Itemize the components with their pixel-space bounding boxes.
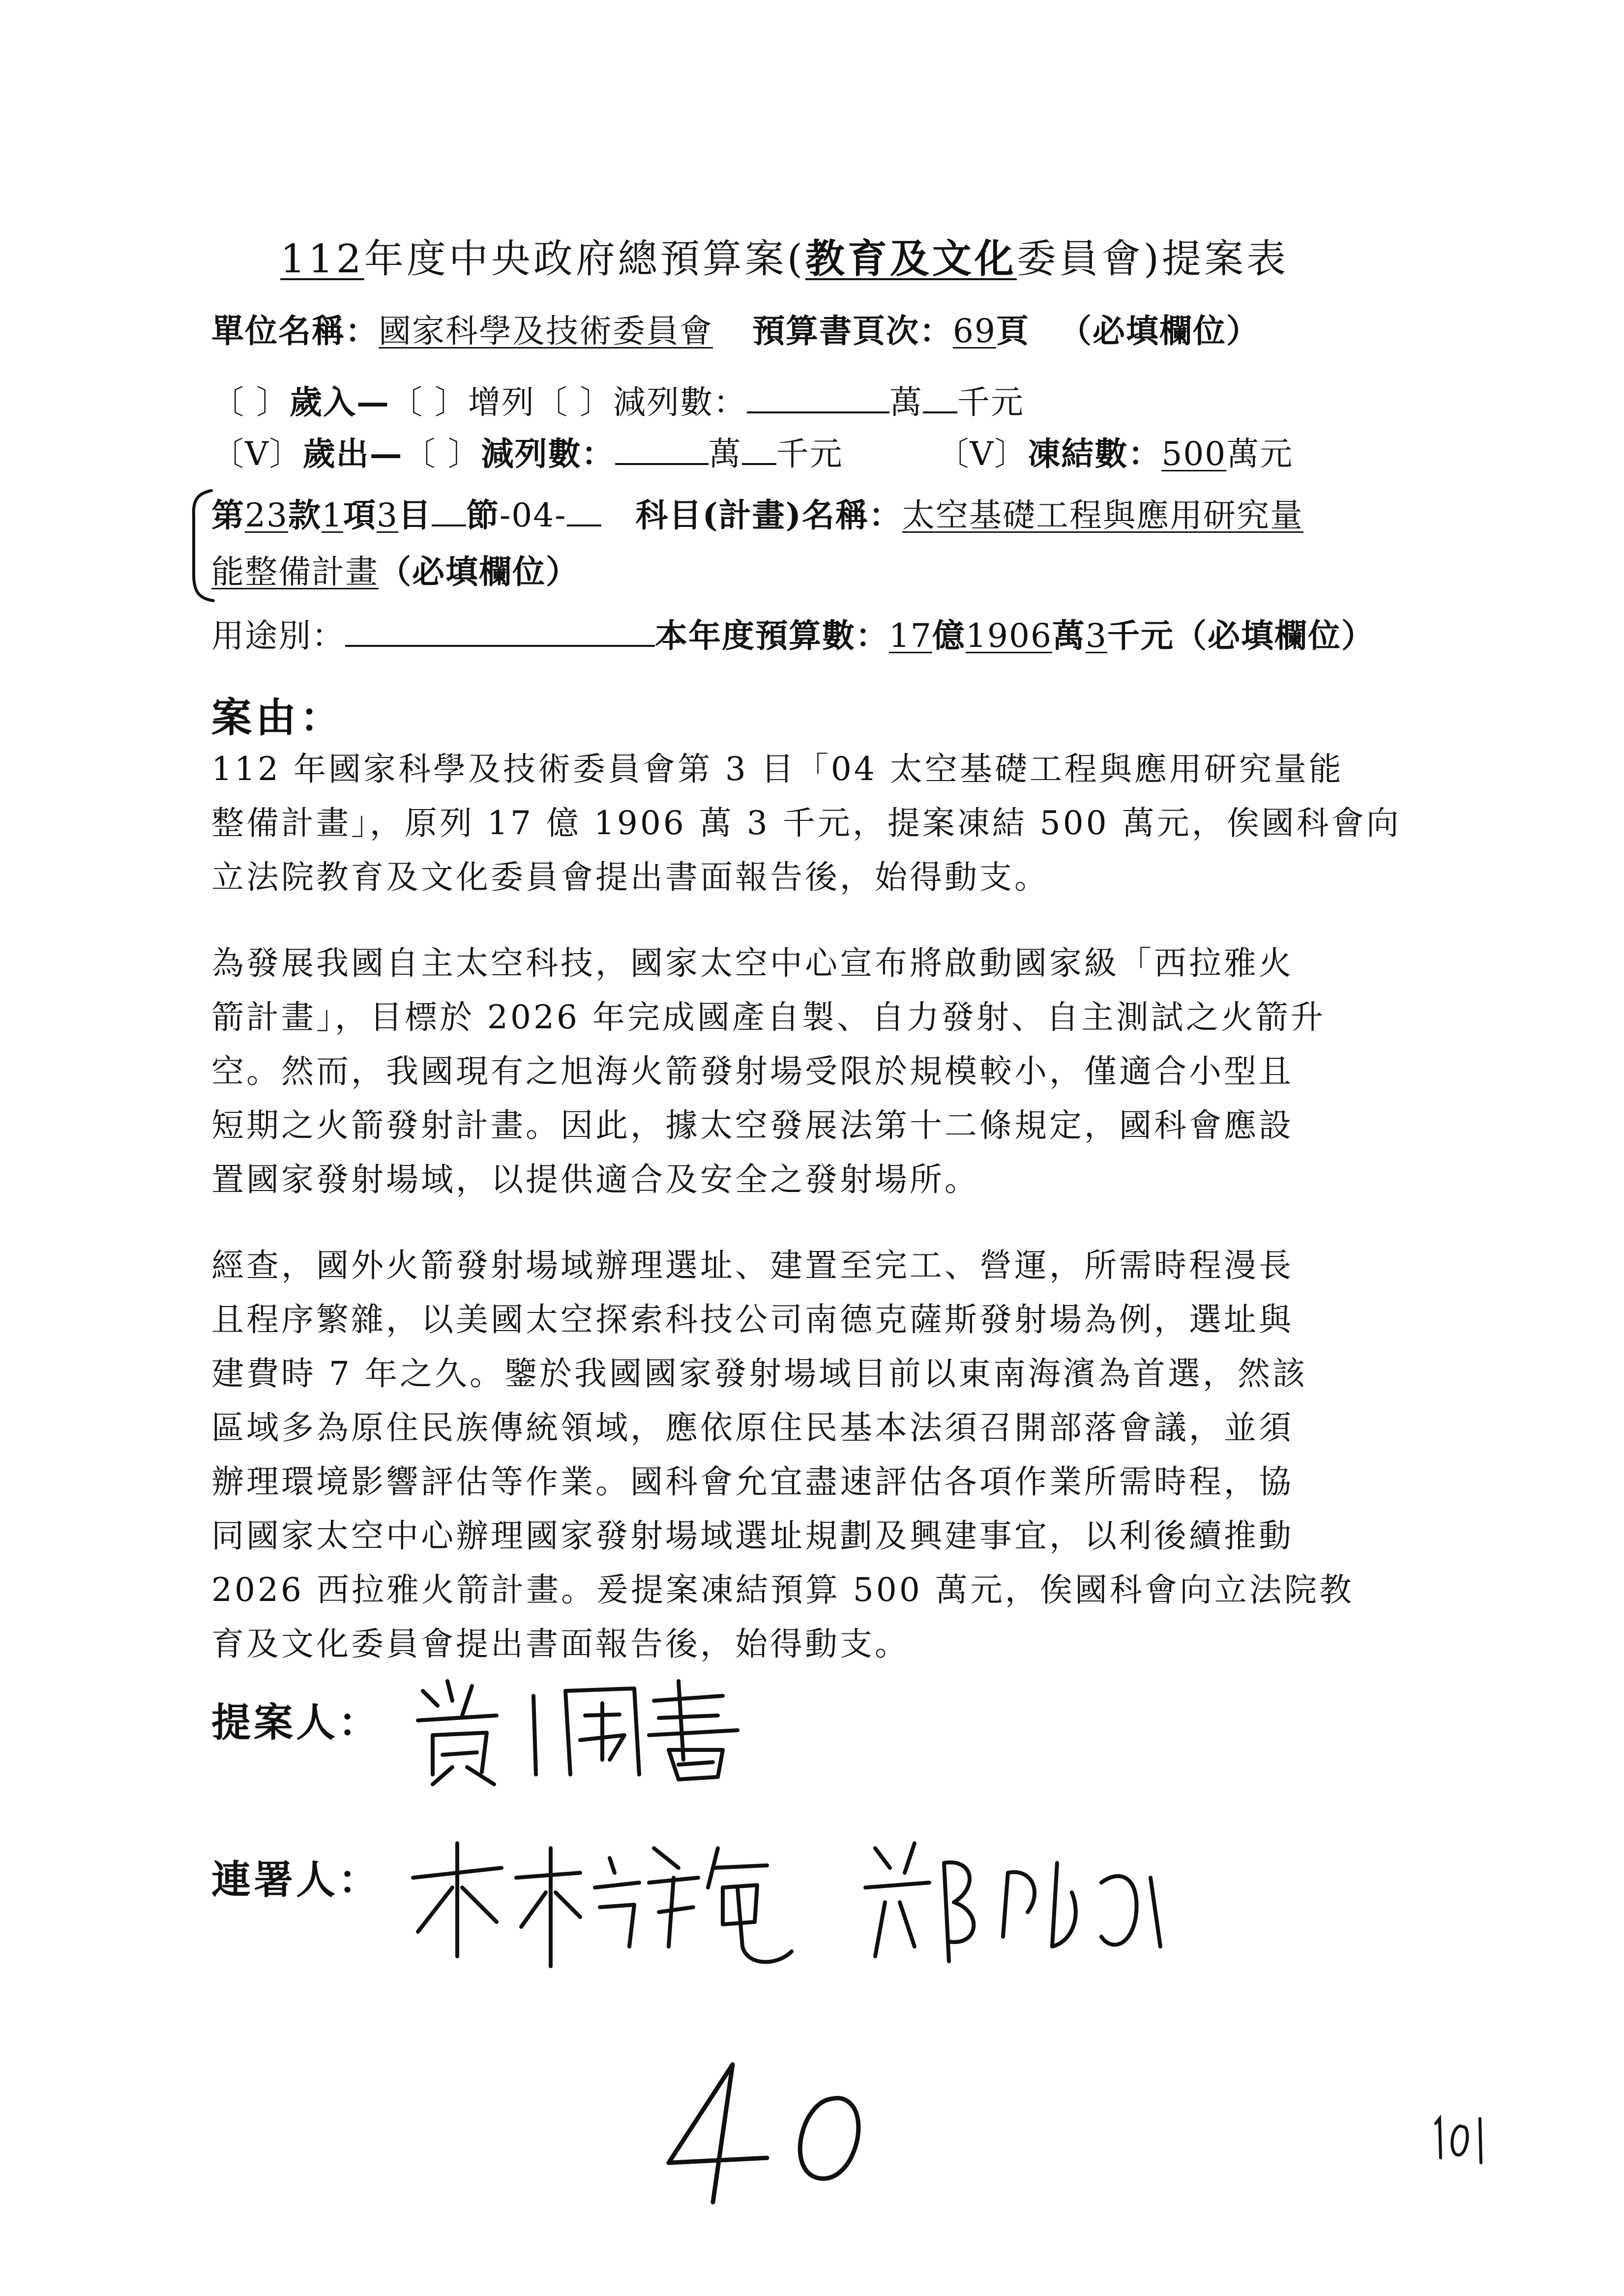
exp-decrease-checkbox: 〔 〕 [403, 435, 481, 473]
di-label: 第 [211, 496, 245, 534]
paragraph-line: 112 年國家科學及技術委員會第 3 目「04 太空基礎工程與應用研究量能 [211, 750, 1344, 788]
reason-paragraph-2 [211, 936, 1401, 1207]
paragraph-line: 為發展我國自主太空科技，國家太空中心宣布將啟動國家級「西拉雅火 [211, 944, 1294, 982]
revenue-label: 歲入— [289, 383, 390, 421]
exp-wan-unit: 萬 [708, 435, 742, 473]
proposer-signature [403, 1661, 797, 1789]
exp-decrease-label: 減列數： [481, 435, 615, 473]
subject-line1: 太空基礎工程與應用研究量 [902, 496, 1304, 534]
cosigner-signatures [403, 1819, 1180, 1981]
paragraph-line: 建費時 7 年之久。鑒於我國國家發射場域目前以東南海濱為首選，然該 [211, 1355, 1307, 1393]
unit-value: 國家科學及技術委員會 [379, 312, 713, 350]
title-committee: 教育及文化 [805, 235, 1017, 282]
xiang-label: 項 [343, 496, 377, 534]
expenditure-row [211, 428, 1293, 474]
title-part2: 委員會)提案表 [1016, 236, 1289, 282]
exp-qian-blank [742, 436, 776, 465]
freeze-label: 凍結數： [1028, 435, 1162, 473]
form-title [280, 227, 1289, 284]
usage-label: 用途別： [211, 617, 345, 655]
paragraph-line: 短期之火箭發射計畫。因此，據太空發展法第十二條規定，國科會應設 [211, 1106, 1294, 1144]
handwritten-page-mark [1426, 2104, 1495, 2173]
subject-required-note: （必填欄位） [379, 552, 579, 591]
paragraph-line: 且程序繁雜，以美國太空探索科技公司南德克薩斯發射場為例，選址與 [211, 1301, 1294, 1338]
paragraph-line: 2026 西拉雅火箭計畫。爰提案凍結預算 500 萬元，俟國科會向立法院教 [211, 1571, 1354, 1609]
page-value: 69 [953, 312, 996, 350]
expenditure-checkbox: 〔V〕 [211, 435, 303, 473]
kuan-label: 款 [288, 496, 322, 534]
mu-number: 3 [376, 496, 398, 534]
qian-label: 千元 [1107, 616, 1174, 655]
increase-checkbox: 〔 〕 [389, 383, 468, 421]
freeze-value: 500 [1161, 435, 1227, 473]
decrease-amount-blank [747, 384, 889, 413]
required-note: （必填欄位） [1059, 312, 1260, 350]
unit-row [211, 305, 1260, 351]
cosigner-label: 連署人： [211, 1857, 381, 1903]
kuan-number: 23 [245, 496, 288, 534]
mu-label: 目 [398, 496, 432, 534]
paragraph-line: 箭計畫」，目標於 2026 年完成國產自製、自力發射、自主測試之火箭升 [211, 998, 1326, 1036]
reason-paragraph-3 [211, 1239, 1401, 1671]
wan-number: 1906 [965, 617, 1052, 655]
freeze-unit: 萬元 [1226, 435, 1294, 473]
code-value: -04- [499, 496, 567, 534]
paragraph-line: 立法院教育及文化委員會提出書面報告後，始得動支。 [211, 858, 1049, 896]
budget-required-note: （必填欄位） [1174, 616, 1375, 655]
increase-label: 增列 [468, 383, 535, 421]
proposer-label: 提案人： [211, 1699, 381, 1745]
jie-label: 節 [466, 496, 500, 534]
wan-unit: 萬 [889, 383, 923, 421]
paragraph-line: 置國家發射場域，以提供適合及安全之發射場所。 [211, 1161, 979, 1198]
page-suffix: 頁 [996, 312, 1030, 350]
revenue-row [211, 376, 1024, 423]
paragraph-line: 育及文化委員會提出書面報告後，始得動支。 [211, 1625, 910, 1663]
qian-number: 3 [1085, 617, 1107, 655]
reason-heading: 案由： [211, 694, 345, 741]
expenditure-label: 歲出— [302, 435, 403, 473]
paragraph-line: 經查，國外火箭發射場域辦理選址、建置至完工、營運，所需時程漫長 [211, 1247, 1294, 1284]
freeze-checkbox: 〔V〕 [936, 435, 1028, 473]
paragraph-line: 區域多為原住民族傳統領域，應依原住民基本法須召開部落會議，並須 [211, 1409, 1294, 1447]
yi-number: 17 [889, 617, 932, 655]
handwritten-number-40 [654, 2055, 890, 2212]
decrease-label: 減列數： [613, 383, 747, 421]
subject-label: 科目(計畫)名稱： [635, 496, 903, 534]
title-year: 112 [280, 236, 364, 282]
yi-label: 億 [932, 616, 966, 655]
qian-amount-blank [923, 384, 957, 413]
item-row [211, 489, 1303, 536]
subject-line2: 能整備計畫 [211, 553, 379, 591]
paragraph-line: 空。然而，我國現有之旭海火箭發射場受限於規模較小，僅適合小型且 [211, 1052, 1294, 1090]
item-row-continued [211, 546, 579, 592]
reason-paragraph-1 [211, 742, 1401, 904]
usage-row [211, 610, 1375, 656]
revenue-checkbox: 〔 〕 [211, 383, 290, 421]
paragraph-line: 辦理環境影響評估等作業。國科會允宜盡速評估各項作業所需時程，協 [211, 1463, 1294, 1501]
paragraph-line: 整備計畫」，原列 17 億 1906 萬 3 千元，提案凍結 500 萬元，俟國科會向 [211, 804, 1401, 842]
qian-unit: 千元 [957, 383, 1024, 421]
code-blank [567, 497, 601, 526]
page-label: 預算書頁次： [752, 312, 953, 350]
paragraph-line: 同國家太空中心辦理國家發射場域選址規劃及興建事宜，以利後續推動 [211, 1517, 1294, 1555]
exp-qian-unit: 千元 [776, 435, 843, 473]
usage-blank [345, 617, 655, 647]
jie-blank [432, 497, 466, 526]
decrease-checkbox: 〔 〕 [534, 383, 613, 421]
budget-label: 本年度預算數： [655, 616, 889, 655]
exp-decrease-blank [615, 436, 709, 465]
unit-label: 單位名稱： [211, 312, 379, 350]
wan-label: 萬 [1052, 616, 1086, 655]
title-part1: 年度中央政府總預算案( [364, 236, 805, 282]
xiang-number: 1 [321, 496, 343, 534]
